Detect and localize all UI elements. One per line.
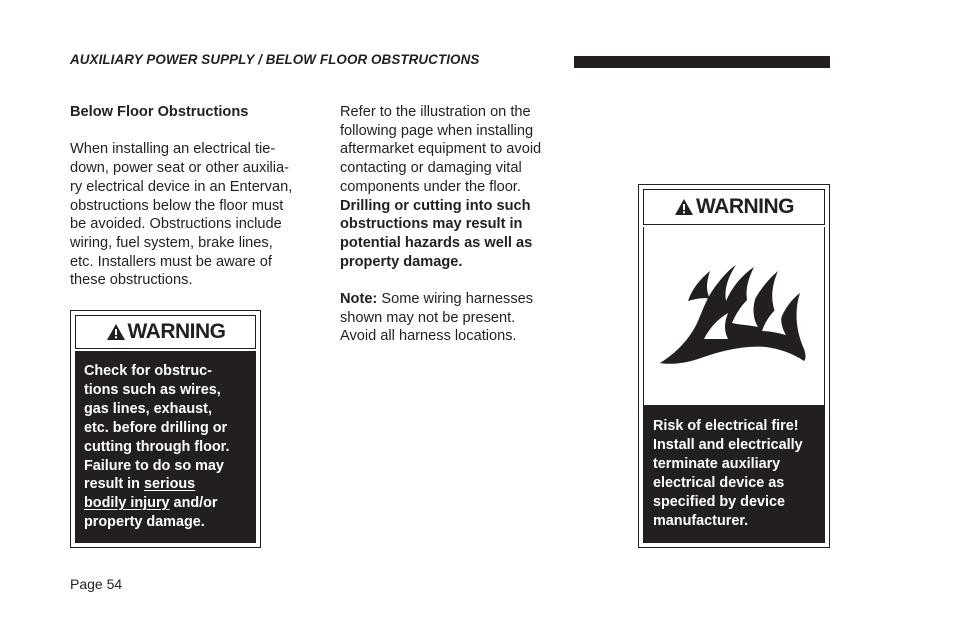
body-line: When installing an electrical tie-	[70, 141, 276, 158]
body-line: following page when installing	[340, 122, 534, 139]
warning-text: and/or	[169, 495, 218, 512]
warning-label-obstructions	[70, 310, 261, 548]
warning-triangle-icon	[106, 323, 126, 341]
warning-line: manufacturer.	[653, 512, 749, 529]
warning-line: Check for obstruc-	[84, 363, 212, 379]
page-number: Page 54	[70, 576, 123, 592]
warning-line	[84, 475, 246, 494]
body-line: aftermarket equipment to avoid	[340, 141, 542, 158]
warning-text: result in	[84, 476, 144, 493]
warning-line: cutting through floor.	[84, 438, 230, 455]
warning-triangle-icon	[674, 198, 694, 216]
body-line: etc. Installers must be aware of	[70, 253, 272, 270]
body-line: obstructions below the floor must	[70, 197, 284, 214]
warning-line: property damage.	[84, 514, 205, 531]
warning-line: Failure to do so may	[84, 457, 224, 474]
bold-line: obstructions may result in	[340, 216, 523, 233]
warning-title: WARNING	[127, 320, 226, 343]
warning-line: Install and electrically	[653, 436, 803, 453]
fire-pictogram-panel	[643, 227, 825, 405]
warning-line: etc. before drilling or	[84, 419, 228, 436]
body-line: Refer to the illustration on the	[340, 104, 531, 120]
body-line: these obstructions.	[70, 272, 193, 289]
warning-underlined-text: serious	[143, 476, 196, 493]
fire-flames-icon	[658, 261, 808, 365]
body-line: down, power seat or other auxilia-	[70, 160, 290, 177]
page-header-title: AUXILIARY POWER SUPPLY / BELOW FLOOR OBSTRUCTIONS	[70, 52, 480, 67]
warning-line: gas lines, exhaust,	[84, 400, 212, 417]
body-line: components under the floor.	[340, 178, 521, 195]
warning-line: terminate auxiliary	[653, 455, 781, 472]
note-line	[340, 290, 570, 309]
warning-message	[643, 405, 825, 543]
warning-header	[75, 315, 256, 349]
section-heading: Below Floor Obstructions	[70, 104, 249, 120]
warning-message	[75, 351, 256, 543]
warning-header	[643, 189, 825, 225]
note-line: shown may not be present.	[340, 309, 516, 326]
warning-underlined-text: bodily injury	[84, 495, 170, 512]
note-text: Some wiring harnesses	[377, 291, 534, 308]
middle-column	[340, 103, 570, 346]
note-line: Avoid all harness locations.	[340, 328, 517, 345]
body-line: contacting or damaging vital	[340, 160, 522, 177]
warning-line: Risk of electrical fire!	[653, 418, 799, 434]
bold-line: Drilling or cutting into such	[340, 197, 531, 214]
bold-line: property damage.	[340, 253, 463, 270]
body-line: wiring, fuel system, brake lines,	[70, 234, 273, 251]
warning-title: WARNING	[696, 195, 794, 218]
body-line: be avoided. Obstructions include	[70, 216, 282, 233]
warning-line: specified by device	[653, 493, 785, 510]
warning-line: electrical device as	[653, 474, 785, 491]
warning-label-fire	[638, 184, 830, 548]
body-line: ry electrical device in an Entervan,	[70, 178, 293, 195]
left-column	[70, 103, 320, 290]
note-label: Note:	[340, 291, 378, 308]
warning-line: tions such as wires,	[84, 381, 221, 398]
warning-line	[84, 494, 246, 513]
header-rule-bar	[574, 56, 830, 68]
bold-line: potential hazards as well as	[340, 234, 533, 251]
